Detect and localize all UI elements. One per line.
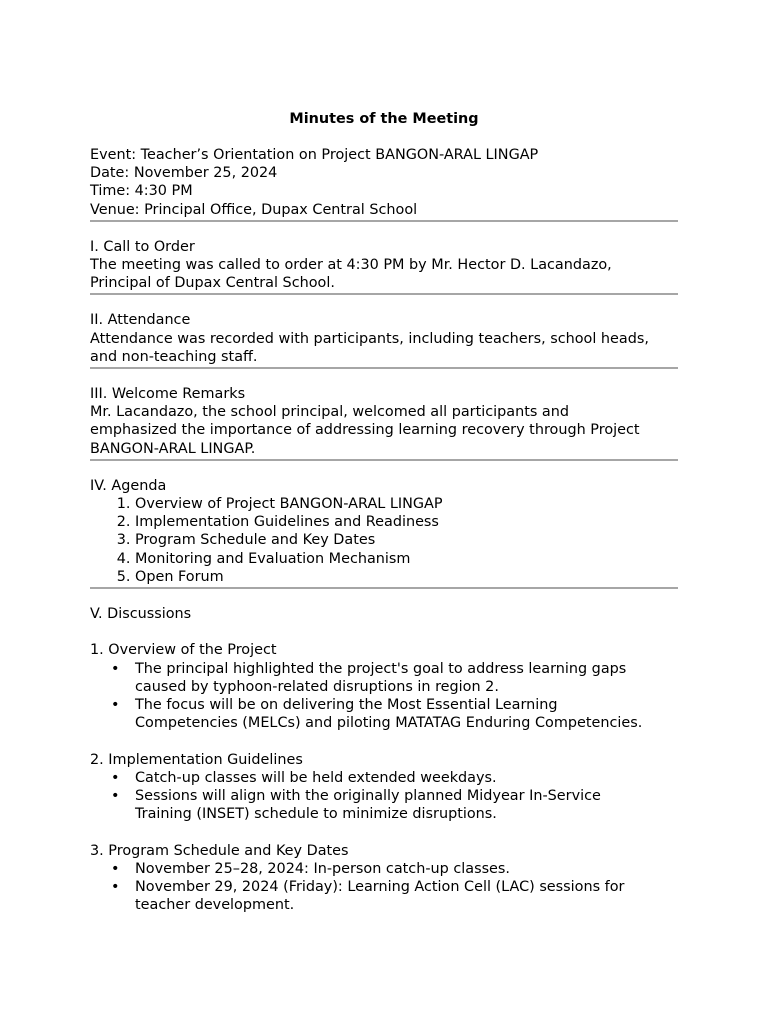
- list-item: [111, 660, 678, 696]
- list-item: [111, 878, 678, 914]
- bullet-icon: •: [111, 697, 120, 714]
- venue-line: Venue: Principal Office, Dupax Central School: [90, 201, 418, 218]
- section-heading: IV. Agenda: [90, 477, 167, 494]
- discussion-overview: [90, 641, 678, 732]
- bullet-icon: •: [111, 769, 120, 786]
- section-heading: I. Call to Order: [90, 238, 195, 255]
- agenda-section: [90, 477, 678, 586]
- bullet-icon: •: [111, 860, 120, 877]
- agenda-item: 2. Implementation Guidelines and Readiness: [135, 513, 678, 531]
- section-heading: V. Discussions: [90, 606, 192, 623]
- time-line: Time: 4:30 PM: [90, 183, 193, 200]
- list-item-text: Competencies (MELCs) and piloting MATATAG Enduring Competencies.: [135, 715, 643, 732]
- agenda-list: [90, 495, 678, 586]
- section-divider: [90, 587, 678, 589]
- section-text: The meeting was called to order at 4:30 PM by Mr. Hector D. Lacandazo,: [90, 257, 612, 274]
- list-item-text: Catch-up classes will be held extended weekdays.: [135, 769, 497, 786]
- list-item-text: Training (INSET) schedule to minimize disruptions.: [135, 806, 497, 823]
- bullet-icon: •: [111, 788, 120, 805]
- agenda-item: 3. Program Schedule and Key Dates: [135, 531, 678, 549]
- section-text: and non-teaching staff.: [90, 348, 258, 365]
- document-title: Minutes of the Meeting: [289, 111, 479, 127]
- meeting-header: [90, 146, 678, 219]
- date-line: Date: November 25, 2024: [90, 165, 278, 182]
- section-divider: [90, 293, 678, 295]
- agenda-item: 1. Overview of Project BANGON-ARAL LINGAP: [135, 495, 678, 513]
- section-text: Mr. Lacandazo, the school principal, welcomed all participants and: [90, 404, 569, 421]
- list-item-text: teacher development.: [135, 897, 295, 914]
- section-divider: [90, 459, 678, 461]
- section-heading: III. Welcome Remarks: [90, 386, 246, 403]
- discussion-guidelines: [90, 751, 678, 824]
- bullet-list: [90, 660, 678, 733]
- bullet-list: [90, 860, 678, 915]
- attendance-section: [90, 311, 678, 366]
- list-item-text: caused by typhoon-related disruptions in region 2.: [135, 678, 499, 695]
- subsection-heading: 1. Overview of the Project: [90, 642, 277, 659]
- bullet-list: [90, 769, 678, 824]
- section-divider: [90, 367, 678, 369]
- section-text: emphasized the importance of addressing learning recovery through Project: [90, 422, 640, 439]
- list-item-text: November 25–28, 2024: In-person catch-up classes.: [135, 860, 510, 877]
- document-page: [90, 110, 678, 914]
- subsection-heading: 2. Implementation Guidelines: [90, 751, 303, 768]
- bullet-icon: •: [111, 879, 120, 896]
- bullet-icon: •: [111, 660, 120, 677]
- discussions-section: [90, 605, 678, 914]
- list-item: [111, 787, 678, 823]
- list-item: [111, 769, 678, 787]
- agenda-item: 5. Open Forum: [135, 568, 678, 586]
- list-item: [111, 860, 678, 878]
- event-line: Event: Teacher’s Orientation on Project BANGON-ARAL LINGAP: [90, 147, 539, 163]
- agenda-item: 4. Monitoring and Evaluation Mechanism: [135, 550, 678, 568]
- section-text: BANGON-ARAL LINGAP.: [90, 440, 256, 457]
- section-text: Attendance was recorded with participants, including teachers, school heads,: [90, 330, 649, 347]
- section-text: Principal of Dupax Central School.: [90, 275, 335, 292]
- list-item-text: Sessions will align with the originally planned Midyear In-Service: [135, 788, 601, 805]
- list-item: [111, 696, 678, 732]
- welcome-remarks-section: [90, 385, 678, 458]
- list-item-text: The focus will be on delivering the Most Essential Learning: [135, 697, 558, 714]
- discussion-schedule: [90, 842, 678, 915]
- section-heading: II. Attendance: [90, 312, 191, 329]
- subsection-heading: 3. Program Schedule and Key Dates: [90, 842, 349, 859]
- list-item-text: The principal highlighted the project's goal to address learning gaps: [135, 660, 627, 677]
- section-divider: [90, 220, 678, 222]
- list-item-text: November 29, 2024 (Friday): Learning Action Cell (LAC) sessions for: [135, 879, 625, 896]
- call-to-order-section: [90, 238, 678, 293]
